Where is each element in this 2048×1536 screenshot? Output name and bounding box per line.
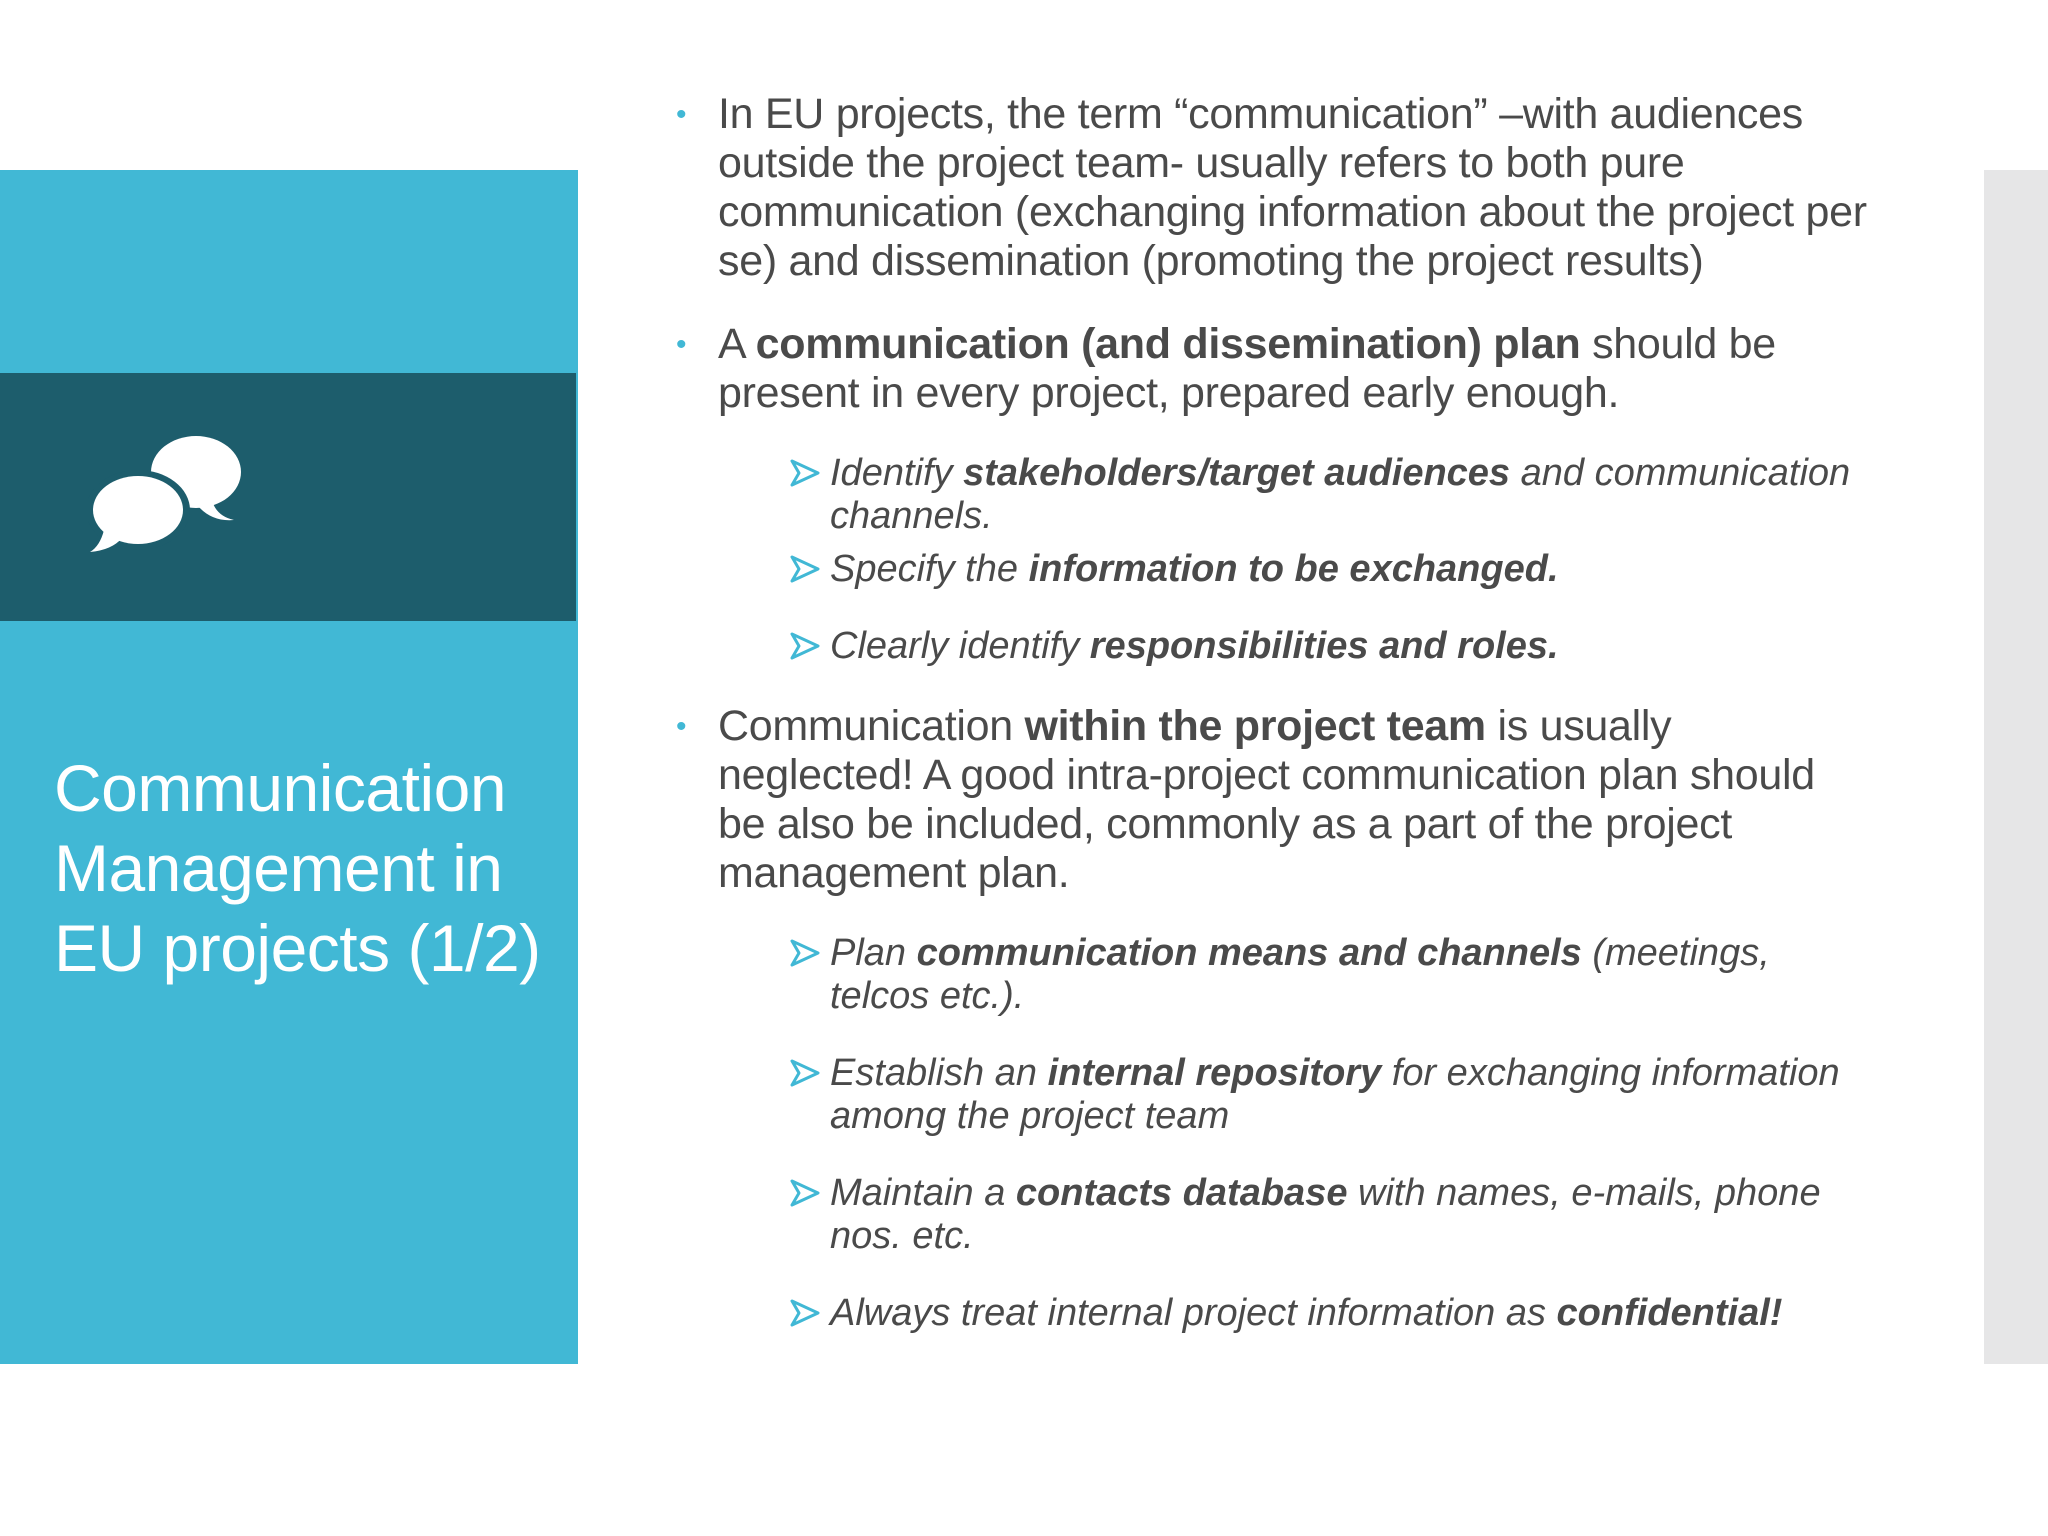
- arrow-bullet-icon: [790, 938, 820, 968]
- sub-text-bold: confidential!: [1556, 1292, 1783, 1334]
- sub-item-contacts: [830, 1172, 1870, 1258]
- sub-item-confidential: [830, 1292, 1870, 1335]
- bullet-text-post: is usually neglected! A good intra-project communication plan should be also be included, commonly as a part of the project management plan.: [718, 702, 1815, 897]
- arrow-bullet-icon: [790, 1058, 820, 1088]
- arrow-bullet-icon: [790, 1178, 820, 1208]
- sub-text-post: (meetings, telcos etc.).: [830, 932, 1770, 1017]
- bullet-dot-icon: •: [676, 98, 687, 131]
- bullet-eu-communication: [670, 90, 1870, 286]
- sub-item-plan-means: [830, 932, 1870, 1018]
- sub-text-pre: Specify the: [830, 548, 1029, 590]
- bullet-text: In EU projects, the term “communication” –with audiences outside the project team- usually refers to both pure communication (exchanging information about the project per se) and dissemination (promoting the project results): [718, 90, 1867, 285]
- sub-text-bold: stakeholders/target audiences: [963, 452, 1511, 494]
- slide-title: Communication Management in EU projects (1/2): [54, 751, 541, 985]
- content-area: [670, 90, 1870, 1369]
- sub-text-post: and communication channels.: [830, 452, 1851, 537]
- sub-text-post: with names, e-mails, phone nos. etc.: [830, 1172, 1821, 1257]
- sub-text-bold: responsibilities and roles.: [1089, 625, 1559, 667]
- bullet-text-post: should be present in every project, prepared early enough.: [718, 320, 1776, 417]
- bullet-communication-plan: [670, 320, 1870, 418]
- arrow-bullet-icon: [790, 1298, 820, 1328]
- sub-item-repository: [830, 1052, 1870, 1138]
- icon-band: [0, 373, 576, 621]
- sub-item-specify: [830, 548, 1870, 591]
- sub-text-post: for exchanging information among the project team: [830, 1052, 1840, 1137]
- arrow-bullet-icon: [790, 631, 820, 661]
- bullet-text-bold: communication (and dissemination) plan: [755, 320, 1581, 368]
- sub-text-pre: Establish an: [830, 1052, 1048, 1094]
- arrow-bullet-icon: [790, 458, 820, 488]
- sub-text-bold: information to be exchanged.: [1028, 548, 1559, 590]
- sub-text-bold: contacts database: [1015, 1172, 1348, 1214]
- bullet-dot-icon: •: [676, 710, 687, 743]
- bullet-text-bold: within the project team: [1024, 702, 1486, 750]
- sub-text-pre: Identify: [830, 452, 964, 494]
- arrow-bullet-icon: [790, 554, 820, 584]
- sub-item-identify: [830, 452, 1870, 538]
- bullet-text-pre: Communication: [718, 702, 1025, 750]
- bullet-dot-icon: •: [676, 328, 687, 361]
- sub-text-pre: Maintain a: [830, 1172, 1016, 1214]
- sub-text-pre: Clearly identify: [830, 625, 1090, 667]
- sub-text-bold: communication means and channels: [916, 932, 1582, 974]
- sub-text-bold: internal repository: [1047, 1052, 1382, 1094]
- sub-text-pre: Always treat internal project information as: [830, 1292, 1557, 1334]
- sub-item-responsibilities: [830, 625, 1870, 668]
- bullet-text-pre: A: [718, 320, 756, 368]
- right-decor-strip: [1984, 170, 2048, 1364]
- bullet-internal-communication: [670, 702, 1870, 898]
- speech-bubbles-icon: [88, 434, 248, 556]
- sub-text-pre: Plan: [830, 932, 917, 974]
